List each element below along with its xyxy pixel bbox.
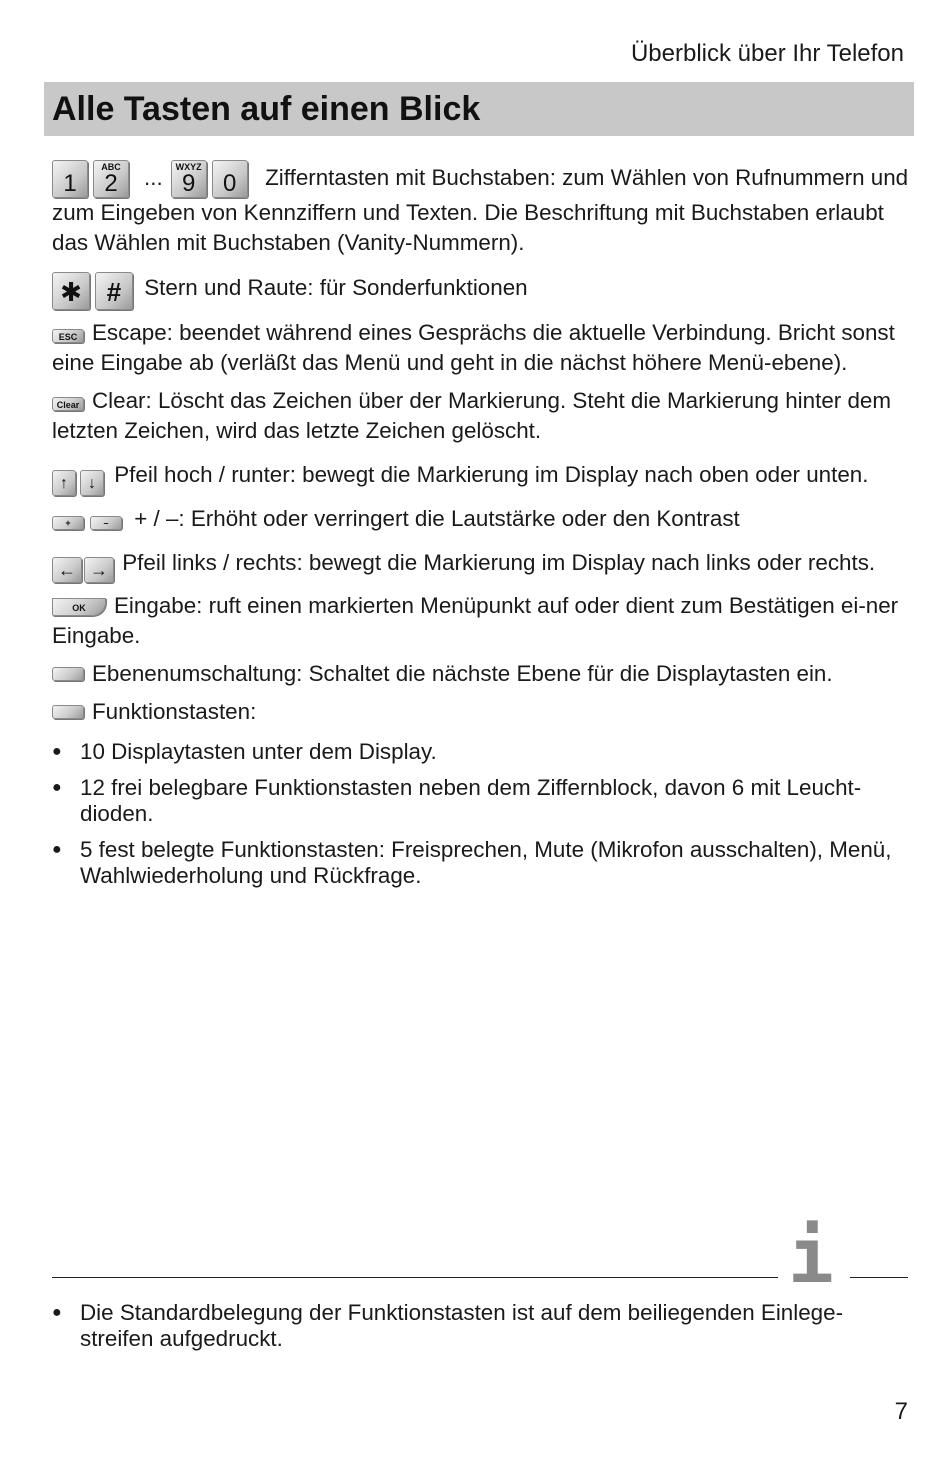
list-item: ● Die Standardbelegung der Funktionstasten ist auf dem beiliegenden Einlege-streifen aufgedruckt.	[52, 1300, 882, 1352]
ok-key-icon: OK	[52, 598, 106, 616]
clear-text: Clear: Löscht das Zeichen über der Markierung. Steht die Markierung hinter dem letzten Zeichen, wird das letzte Zeichen gelöscht.	[52, 388, 892, 443]
level-paragraph	[52, 659, 910, 689]
hash-key-icon: #	[95, 272, 133, 310]
separator-line-left	[52, 1277, 778, 1278]
updown-paragraph	[52, 460, 910, 496]
leftright-paragraph	[52, 548, 910, 583]
key-9-icon: WXYZ 9	[171, 160, 207, 198]
arrow-left-icon: ←	[52, 557, 82, 583]
function-paragraph	[52, 697, 910, 727]
info-icon: i	[788, 1211, 834, 1300]
escape-text: Escape: beendet während eines Gesprächs die aktuelle Verbindung. Bricht sonst eine Eingabe ab (verläßt das Menü und geht in die nächst höhere Menü-ebene).	[52, 320, 895, 375]
function-text: Funktionstasten:	[92, 699, 257, 724]
leftright-text: Pfeil links / rechts: bewegt die Markierung im Display nach links oder rechts.	[122, 550, 876, 575]
star-key-icon: ✱	[52, 272, 90, 310]
arrow-right-icon: →	[84, 557, 114, 583]
key-0-icon: 0	[212, 160, 248, 198]
key-1-icon: 1	[52, 160, 88, 198]
key-2-icon: ABC 2	[93, 160, 129, 198]
level-key-icon	[52, 667, 84, 681]
enter-text: Eingabe: ruft einen markierten Menüpunkt auf oder dient zum Bestätigen ei-ner Eingabe.	[52, 593, 899, 648]
digits-paragraph	[52, 160, 910, 258]
level-text: Ebenenumschaltung: Schaltet die nächste Ebene für die Displaytasten ein.	[92, 661, 833, 686]
clear-key-icon: Clear	[52, 397, 84, 411]
page-number: 7	[894, 1398, 908, 1425]
list-item: ● 10 Displaytasten unter dem Display.	[52, 739, 910, 765]
esc-key-icon: ESC	[52, 329, 84, 343]
info-separator	[52, 1211, 908, 1300]
escape-paragraph	[52, 318, 910, 378]
page-title: Alle Tasten auf einen Blick	[52, 89, 481, 128]
digits-text: Zifferntasten mit Buchstaben: zum Wählen von Rufnummern und zum Eingeben von Kennziffern und Texten. Die Beschriftung mit Buchstaben erlaubt das Wählen mit Buchstaben (Vanity-Nummern).	[52, 165, 909, 255]
star-hash-paragraph	[52, 272, 910, 310]
function-key-list	[52, 739, 910, 889]
clear-paragraph	[52, 386, 910, 446]
updown-text: Pfeil hoch / runter: bewegt die Markierung im Display nach oben oder unten.	[114, 462, 869, 487]
list-item: ● 12 frei belegbare Funktionstasten neben dem Ziffernblock, davon 6 mit Leucht-dioden.	[52, 775, 910, 827]
star-hash-text: Stern und Raute: für Sonderfunktionen	[144, 275, 528, 300]
function-key-icon	[52, 705, 84, 719]
arrow-down-icon: ↓	[80, 470, 104, 496]
ellipsis: ...	[144, 165, 163, 190]
plusminus-paragraph	[52, 504, 910, 534]
title-bar	[44, 82, 914, 136]
enter-paragraph	[52, 591, 910, 651]
plus-key-icon: +	[52, 516, 84, 530]
separator-line-right	[850, 1277, 908, 1278]
plusminus-text: + / –: Erhöht oder verringert die Lautstärke oder den Kontrast	[134, 506, 740, 531]
minus-key-icon: –	[90, 516, 122, 530]
section-header: Überblick über Ihr Telefon	[630, 40, 904, 67]
list-item: ● 5 fest belegte Funktionstasten: Freisprechen, Mute (Mikrofon ausschalten), Menü, Wahlwiederholung und Rückfrage.	[52, 837, 910, 889]
arrow-up-icon: ↑	[52, 470, 76, 496]
content	[52, 160, 910, 899]
info-note	[52, 1300, 882, 1362]
